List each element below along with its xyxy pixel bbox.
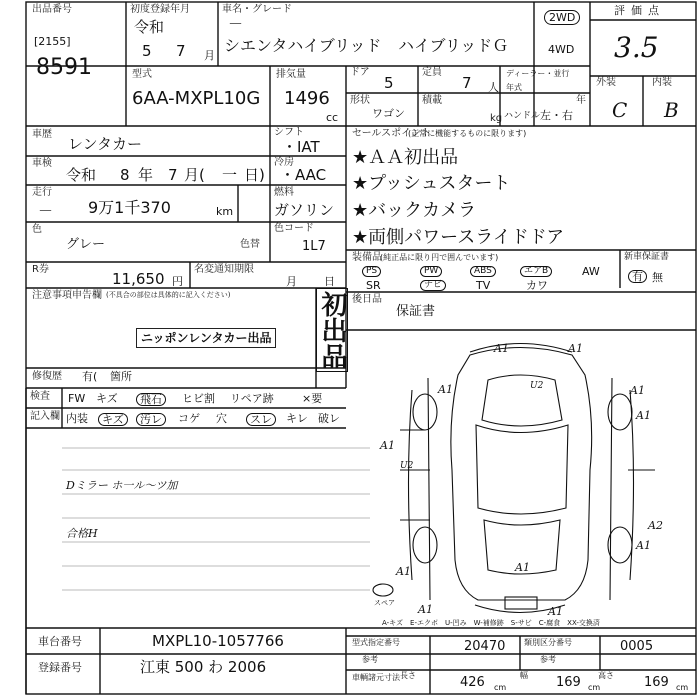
inspector-label-2: 記入欄 (30, 411, 60, 422)
mark-6: A1 (396, 565, 411, 578)
notice-label: 名変通知期限 (194, 264, 254, 275)
equip-leather: カワ (526, 279, 548, 292)
first-reg-month: 7 (176, 42, 186, 60)
repair-value: 有( (82, 370, 98, 383)
inspection-day: 日) (244, 166, 265, 184)
selling-note: (正常に機能するものに限ります) (408, 129, 527, 138)
score-value: 3.5 (614, 31, 659, 64)
hgt-label: 高さ (598, 671, 614, 680)
chassis-label: 車台番号 (38, 635, 82, 648)
equipment-label: 装備品 (352, 252, 382, 263)
model-label: 型式 (132, 69, 152, 80)
load-unit: kg (490, 113, 503, 124)
inspection-year: 8 (120, 166, 130, 184)
displacement-value: 1496 (284, 88, 330, 109)
handle-value: 左・右 (540, 109, 573, 122)
recycle-label: R券 (32, 264, 49, 275)
insp-crack: ヒビ割 (182, 392, 215, 405)
selling-item-1: ★ＡＡ初出品 (352, 147, 459, 168)
drive-4wd: 4WD (548, 43, 575, 56)
mark-14: A1 (636, 409, 651, 422)
plate-label: 登録番号 (38, 661, 82, 674)
drive-2wd: 2WD (544, 10, 580, 25)
insp-burn: コゲ (178, 412, 200, 425)
first-reg-year: 5 (142, 42, 152, 60)
notes-label: 注意事項申告欄 (32, 290, 102, 301)
damage-legend: A-キズ E-エクボ U-凹み W-補修跡 S-サビ C-腐食 XX-交換済 (382, 619, 600, 627)
capacity-unit: 人 (488, 81, 499, 94)
new-reg-none: 無 (652, 271, 663, 284)
body-value: ワゴン (372, 107, 405, 120)
mark-7: A1 (636, 539, 651, 552)
new-reg-has: 有 (628, 270, 647, 283)
mileage-dash: － (38, 202, 54, 220)
insp-fw: FW (68, 392, 86, 405)
body-label: 形状 (350, 95, 370, 106)
equip-abs: ABS (470, 266, 496, 277)
selling-item-2: ★プッシュスタート (352, 173, 511, 194)
rental-stamp: ニッポンレンタカー出品 (136, 328, 276, 348)
fuel-value: ガソリン (274, 201, 335, 219)
inspection-year-unit: 年 (138, 166, 154, 184)
displacement-unit: cc (326, 111, 339, 124)
insp-hole: 穴 (216, 412, 227, 425)
fuel-label: 燃料 (274, 187, 294, 198)
inspector-note-1: Dミラー ホ一ル〜ツ加 (66, 479, 178, 492)
type-ref: 参考 (362, 655, 378, 664)
insp-dirt: 汚レ (136, 413, 166, 426)
color-code: 1L7 (302, 239, 326, 254)
mark-3: A1 (630, 384, 645, 397)
chassis-value: MXPL10-1057766 (152, 632, 284, 650)
plate-value: 江東 500 わ 2006 (140, 658, 267, 676)
history-value: レンタカー (68, 135, 143, 153)
mark-1: A1 (494, 342, 509, 355)
mark-9: A1 (548, 605, 563, 618)
new-reg-label: 新車保証書 (624, 252, 670, 262)
inspection-label: 車検 (32, 158, 52, 169)
equip-aw: AW (582, 265, 600, 278)
dealer-year-label: 年式 (506, 83, 522, 92)
color-code-label: 色替 (240, 239, 260, 250)
repair-unit: 箇所 (110, 370, 132, 383)
color-code-head: 色コード (274, 223, 314, 234)
score-int-label: 内装 (652, 77, 672, 88)
hgt-unit: cm (676, 683, 689, 692)
class-ref: 参考 (540, 655, 556, 664)
inspection-month: 7 (168, 166, 178, 184)
equip-navi: ナビ (420, 280, 446, 291)
spare-label: スペア (374, 599, 395, 607)
repair-label: 修復歴 (32, 371, 62, 382)
insp-interior: 内装 (66, 412, 88, 425)
insp-cut: キレ (286, 412, 308, 425)
insp-rub: スレ (246, 413, 276, 426)
notes-sub: (不具合の部位は具体的に記入ください) (106, 291, 231, 299)
selling-item-3: ★バックカメラ (352, 200, 477, 221)
selling-item-4: ★両側パワースライドドア (352, 227, 565, 248)
car-diagram (373, 344, 655, 616)
inspector-label-1: 検査 (30, 391, 50, 402)
wid-value: 169 (556, 675, 581, 690)
inspection-month-unit: 月( (184, 166, 205, 184)
selling-label: セールスポイント (352, 128, 432, 139)
recycle-value: 11,650 (112, 270, 165, 288)
equip-sr: SR (366, 279, 381, 292)
first-reg-label: 初度登録年月 (130, 4, 190, 15)
insp-int-scratch: キズ (98, 413, 128, 426)
shift-label: シフト (274, 127, 304, 138)
wid-unit: cm (588, 683, 601, 692)
debut-vertical: 初出品 (316, 288, 348, 372)
inspection-dash: 一 (222, 166, 238, 184)
insp-chip: 飛石 (136, 393, 166, 406)
doors-label: ドア (350, 67, 370, 78)
score-ext: C (612, 98, 628, 122)
handle-label: ハンドル (504, 111, 541, 121)
capacity-label: 定員 (422, 67, 442, 78)
mark-13: A1 (438, 383, 453, 396)
inspector-note-2: 合格H (66, 527, 98, 540)
mark-2: A1 (568, 342, 583, 355)
ac-value: ・AAC (280, 166, 327, 184)
hgt-value: 169 (644, 675, 669, 690)
mileage-unit: km (216, 205, 234, 218)
equipment-note: (純正品に限り円で囲んでいます) (380, 253, 499, 262)
lot-code: [2155] (34, 35, 71, 48)
mark-12: A2 (648, 519, 663, 532)
dealer-label: ディーラー・並行 (506, 69, 570, 78)
car-name: シエンタハイブリッド (224, 36, 382, 55)
len-value: 426 (460, 675, 485, 690)
ac-label: 冷房 (274, 157, 294, 168)
mark-10: U2 (530, 381, 544, 391)
class-value: 0005 (620, 639, 654, 654)
size-label: 車輌諸元寸法 (352, 673, 400, 682)
mileage-label: 走行 (32, 187, 52, 198)
dealer-year-unit: 年 (576, 95, 586, 106)
notice-day: 日 (324, 275, 335, 288)
first-reg-era: 令和 (134, 18, 165, 36)
mark-8: A1 (418, 603, 433, 616)
insp-tear: 破レ (318, 412, 340, 425)
mileage-value: 9万1千370 (88, 198, 171, 217)
len-unit: cm (494, 683, 507, 692)
type-value: 20470 (464, 639, 506, 654)
shift-value: ・IAT (282, 138, 320, 156)
mark-5: A1 (515, 561, 530, 574)
model-value: 6AA-MXPL10G (132, 88, 261, 109)
score-ext-label: 外装 (596, 77, 616, 88)
load-label: 積載 (422, 95, 442, 106)
equip-pw: PW (420, 266, 442, 277)
score-label: 評価点 (614, 4, 665, 17)
insp-need: ×要 (302, 392, 323, 405)
first-reg-month-unit: 月 (204, 49, 215, 62)
car-grade: ハイブリッドＧ (398, 36, 509, 55)
doors-value: 5 (384, 74, 394, 92)
class-label: 類別区分番号 (524, 638, 572, 647)
history-label: 車歴 (32, 129, 52, 140)
notice-month: 月 (286, 275, 297, 288)
mark-11: U2 (400, 461, 414, 471)
equip-ps: PS (362, 266, 381, 277)
car-name-label: 車名・グレード (222, 4, 292, 15)
equip-tv: TV (476, 279, 491, 292)
rear-items-value: 保証書 (396, 304, 436, 319)
car-name-dash: － (228, 15, 244, 33)
insp-scratch: キズ (96, 392, 118, 405)
inspection-era: 令和 (66, 166, 97, 184)
score-int: B (664, 98, 679, 122)
len-label: 長さ (400, 671, 416, 680)
wid-label: 幅 (520, 671, 528, 680)
lot-label: 出品番号 (32, 4, 72, 15)
equip-airbag: エアB (520, 266, 552, 277)
color-label: 色 (32, 224, 42, 235)
type-label: 型式指定番号 (352, 638, 400, 647)
lot-number: 8591 (36, 55, 92, 80)
mark-4: A1 (380, 439, 395, 452)
rear-items-label: 後日品 (352, 294, 382, 305)
insp-repair: リペア跡 (230, 392, 274, 405)
displacement-label: 排気量 (276, 69, 306, 80)
recycle-unit: 円 (172, 275, 183, 288)
color-value: グレー (66, 237, 106, 252)
capacity-value: 7 (462, 74, 472, 92)
